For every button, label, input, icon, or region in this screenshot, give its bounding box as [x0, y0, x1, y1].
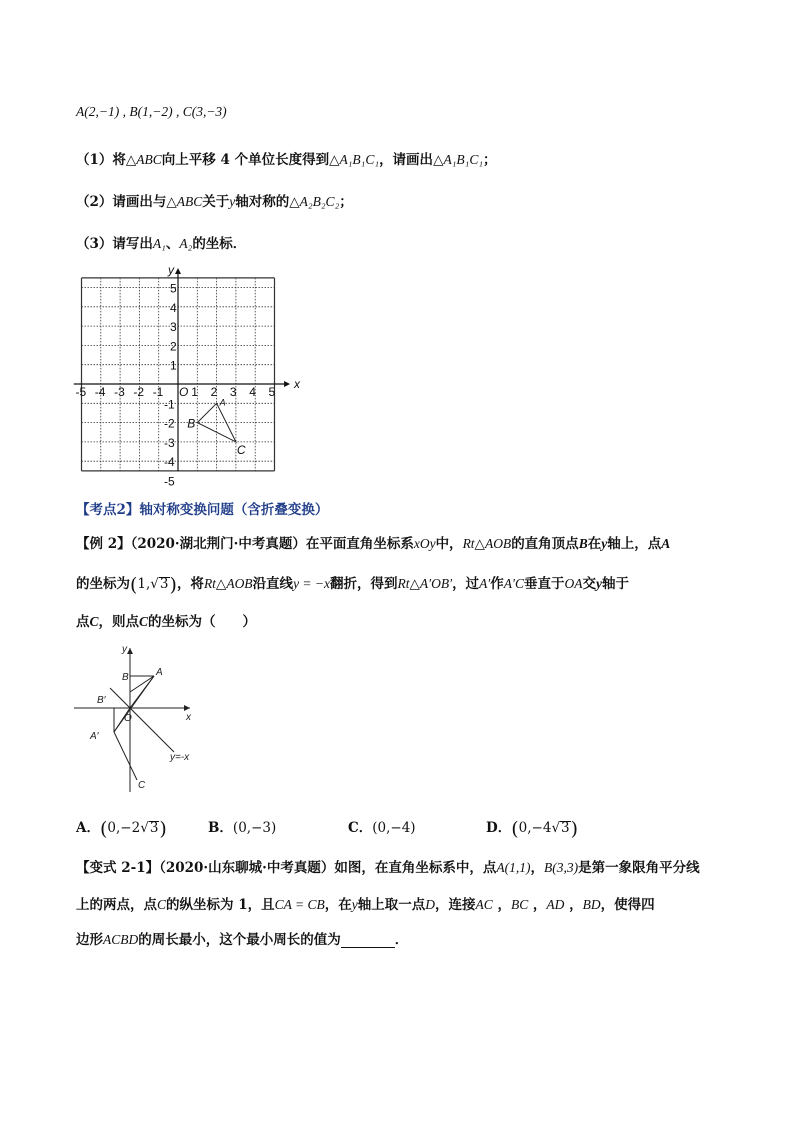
- q1-triangle-a1-again: △A₁B₁C₁: [433, 152, 484, 167]
- e2-tri2: Rt△A′OB′: [397, 576, 453, 591]
- grid-x-tick: 1: [191, 385, 198, 399]
- fold-label-ap: A′: [90, 731, 99, 742]
- v-ad: AD: [546, 897, 565, 912]
- e2-t2: 中，: [435, 536, 463, 552]
- v-t8: ，使得四: [600, 897, 655, 913]
- fold-label-y: y: [122, 644, 127, 655]
- example-2-line-1: [76, 532, 670, 552]
- choice-d-val: −4: [531, 820, 552, 836]
- grid-y-tick: 1: [170, 358, 177, 373]
- grid-x-arrow: [284, 381, 290, 387]
- q2-text-c: 轴对称的: [235, 194, 290, 210]
- q3-a1: A₁: [152, 236, 166, 251]
- grid-x-tick: -1: [152, 385, 164, 399]
- grid-y-tick: 3: [170, 320, 177, 335]
- e2-t1: 在平面直角坐标系: [305, 536, 414, 552]
- fold-label-b: B: [122, 672, 129, 683]
- e2-t15: 点: [76, 614, 90, 630]
- grid-x-tick: O: [179, 385, 189, 399]
- v-t3: 上的两点，点: [76, 897, 157, 913]
- e2-a: A: [661, 536, 671, 551]
- q3-label: （3）: [76, 236, 113, 252]
- grid-x-label: x: [293, 377, 300, 391]
- grid-x-tick: -3: [114, 385, 125, 399]
- fold-label-x: x: [186, 712, 191, 723]
- fold-x-arrow: [184, 705, 190, 711]
- v-t6: 轴上取一点: [357, 897, 426, 913]
- variant-tag: 【变式 2-1】: [76, 860, 160, 876]
- e2-coord-a-root: 3: [159, 576, 169, 592]
- grid-x-tick: -5: [75, 385, 87, 399]
- v-sep: ，: [530, 860, 544, 876]
- e2-line-eq: y = −x: [293, 576, 331, 591]
- e2-t5: 轴上，点: [607, 536, 662, 552]
- choice-d-zero: 0: [518, 820, 528, 836]
- q2-label: （2）: [76, 194, 113, 210]
- e2-t3: 的直角顶点: [511, 536, 579, 552]
- q3-a2: A₂: [179, 236, 193, 251]
- question-1: [76, 148, 497, 168]
- v-b: B(3,3): [543, 860, 579, 875]
- variant-line-3: [76, 928, 408, 948]
- v-quad: ACBD: [103, 932, 139, 947]
- fold-label-o: O: [124, 713, 132, 724]
- q3-sep: 、: [165, 236, 180, 252]
- grid-y-tick: 2: [170, 339, 177, 354]
- e2-t10: ，过: [452, 576, 480, 592]
- e2-t4: 在: [587, 536, 602, 552]
- fold-segment-ab: [130, 676, 154, 692]
- fold-segment-ap-c: [114, 732, 137, 780]
- v-eq: CA = CB: [274, 897, 325, 912]
- grid-y-label: y: [168, 263, 174, 278]
- grid-x-tick: 2: [210, 385, 218, 399]
- q2-triangle-abc: △ABC: [166, 194, 203, 209]
- e2-apc: A′C: [503, 576, 524, 591]
- grid-y-tick: -5: [164, 474, 175, 489]
- section-2-title: 【考点2】轴对称变换问题（含折叠变换）: [76, 502, 329, 518]
- q1-text-a: 将: [112, 152, 126, 168]
- choice-b-text: (0,−3): [232, 820, 277, 836]
- choice-a-val: −2: [120, 820, 141, 836]
- triangle-abc: [187, 397, 246, 457]
- v-ac: AC: [475, 897, 493, 912]
- variant-source: （2020·山东聊城·中考真题）: [159, 860, 335, 876]
- choice-a-root: 3: [149, 820, 159, 836]
- grid-x-tick: 5: [268, 385, 276, 399]
- choice-d[interactable]: D．(0,−4√3): [486, 818, 579, 840]
- example-2-line-2: 的坐标为(1,√3)，将Rt△AOB沿直线y = −x翻折，得到Rt△A′OB′，过A′作A′C垂直于OA交y轴于: [76, 574, 629, 596]
- e2-ap: A′: [479, 576, 491, 591]
- grid-y-tick: -3: [164, 435, 175, 450]
- e2-b: B: [578, 536, 588, 551]
- q1-text-d: ；: [483, 152, 497, 168]
- e2-y: y: [601, 536, 608, 551]
- grid-axes: [74, 263, 301, 471]
- grid-y-tick: -1: [164, 397, 175, 412]
- choice-c-text: (0,−4): [372, 820, 416, 836]
- q1-text-b: 向上平移 4 个单位长度得到: [161, 152, 330, 168]
- q2-text-a: 请画出与: [112, 194, 167, 210]
- example-2-tag: 【例 2】: [76, 536, 131, 552]
- choice-b-letter: B．: [208, 820, 233, 836]
- choice-c-letter: C．: [348, 820, 373, 836]
- e2-t14: 轴于: [601, 576, 629, 592]
- grid-x-tick: 4: [249, 385, 256, 399]
- e2-tri-again: Rt△AOB: [203, 576, 253, 591]
- fold-line-y-neg-x: [110, 688, 174, 752]
- v-t4: 的纵坐标为 1，且: [166, 897, 275, 913]
- v-y: y: [351, 897, 358, 912]
- grid-x-tick: -4: [94, 385, 106, 399]
- e2-c: C: [89, 614, 99, 629]
- q1-label: （1）: [76, 152, 113, 168]
- v-t5: ，在: [324, 897, 352, 913]
- choice-a-letter: A．: [76, 820, 100, 836]
- v-bc: BC: [510, 897, 529, 912]
- v-t10: 的周长最小，这个最小周长的值为: [138, 932, 341, 948]
- example-2-source: （2020·湖北荆门·中考真题）: [130, 536, 306, 552]
- fold-label-c: C: [138, 780, 146, 791]
- point-label-c: C: [236, 442, 246, 457]
- grid-tick-labels: [76, 282, 276, 489]
- e2-t8: 沿直线: [252, 576, 294, 592]
- v-t9: 边形: [76, 932, 103, 948]
- choice-d-root: 3: [561, 820, 570, 836]
- q2-axis: y: [229, 194, 236, 209]
- q3-text-a: 请写出: [112, 236, 153, 252]
- v-c: C: [157, 897, 167, 912]
- e2-c2: C: [139, 614, 149, 629]
- q2-text-b: 关于: [202, 194, 230, 210]
- grid-y-tick: -4: [164, 455, 175, 470]
- fold-figure: [70, 640, 200, 800]
- point-label-b: B: [187, 416, 196, 431]
- v-a: A(1,1): [496, 860, 531, 875]
- e2-tri: Rt△AOB: [462, 536, 512, 551]
- e2-coord-a-x: 1: [137, 576, 147, 592]
- fold-label-bp: B′: [97, 695, 106, 706]
- q1-text-c: ，请画出: [379, 152, 434, 168]
- grid-y-arrow: [175, 268, 181, 274]
- variant-line-2: 上的两点，点C的纵坐标为 1，且CA = CB，在y轴上取一点D，连接AC ，BC ，AD ，BD，使得四: [76, 897, 655, 913]
- grid-x-tick: -2: [133, 385, 145, 399]
- e2-t17: 的坐标为（ ）: [148, 614, 257, 630]
- fold-y-arrow: [127, 648, 133, 654]
- given-coordinates: A(2,−1) , B(1,−2) , C(3,−3): [76, 104, 227, 119]
- e2-sys: xOy: [413, 536, 436, 551]
- answer-blank[interactable]: [341, 935, 395, 948]
- choice-a[interactable]: A．(0,−2√3): [76, 818, 167, 840]
- v-bd: BD: [582, 897, 601, 912]
- choice-b[interactable]: [208, 816, 276, 836]
- e2-t16: ，则点: [98, 614, 140, 630]
- grid-y-tick: -2: [164, 416, 175, 431]
- e2-t9: 翻折，得到: [330, 576, 398, 592]
- grid-x-tick: 3: [229, 385, 237, 399]
- e2-t7: ，将: [176, 576, 204, 592]
- question-2: [76, 190, 353, 210]
- grid-y-tick: 5: [170, 281, 177, 296]
- v-d: D: [425, 897, 435, 912]
- choice-a-zero: 0: [107, 820, 116, 836]
- e2-t6: 的坐标为: [76, 576, 130, 592]
- question-3: [76, 232, 246, 252]
- grid-figure: [62, 258, 302, 489]
- v-t1: 如图，在直角坐标系中，点: [334, 860, 497, 876]
- choice-d-letter: D．: [486, 820, 512, 836]
- grid-y-tick: 4: [170, 300, 177, 315]
- q1-triangle-abc: △ABC: [125, 152, 162, 167]
- q3-text-b: 的坐标．: [192, 236, 247, 252]
- e2-oa: OA: [564, 576, 583, 591]
- point-label-a: A: [219, 397, 226, 408]
- v-t11: ．: [394, 932, 409, 948]
- q1-triangle-a1: △A₁B₁C₁: [329, 152, 380, 167]
- v-t7: ，连接: [434, 897, 476, 913]
- fold-label-line: y=-x: [170, 752, 190, 763]
- fold-label-a: A: [156, 667, 163, 678]
- q2-text-d: ；: [339, 194, 353, 210]
- e2-t12: 垂直于: [523, 576, 565, 592]
- e2-y2: y: [595, 576, 602, 591]
- e2-t11: 作: [490, 576, 504, 592]
- e2-t13: 交: [582, 576, 596, 592]
- q2-triangle-a2: △A₂B₂C₂: [289, 194, 340, 209]
- choice-c[interactable]: [348, 816, 416, 836]
- fold-segment-ap-ext: [114, 676, 154, 732]
- variant-line-1: [76, 856, 700, 876]
- v-t2: 是第一象限角平分线: [578, 860, 700, 876]
- example-2-line-3: [76, 610, 256, 630]
